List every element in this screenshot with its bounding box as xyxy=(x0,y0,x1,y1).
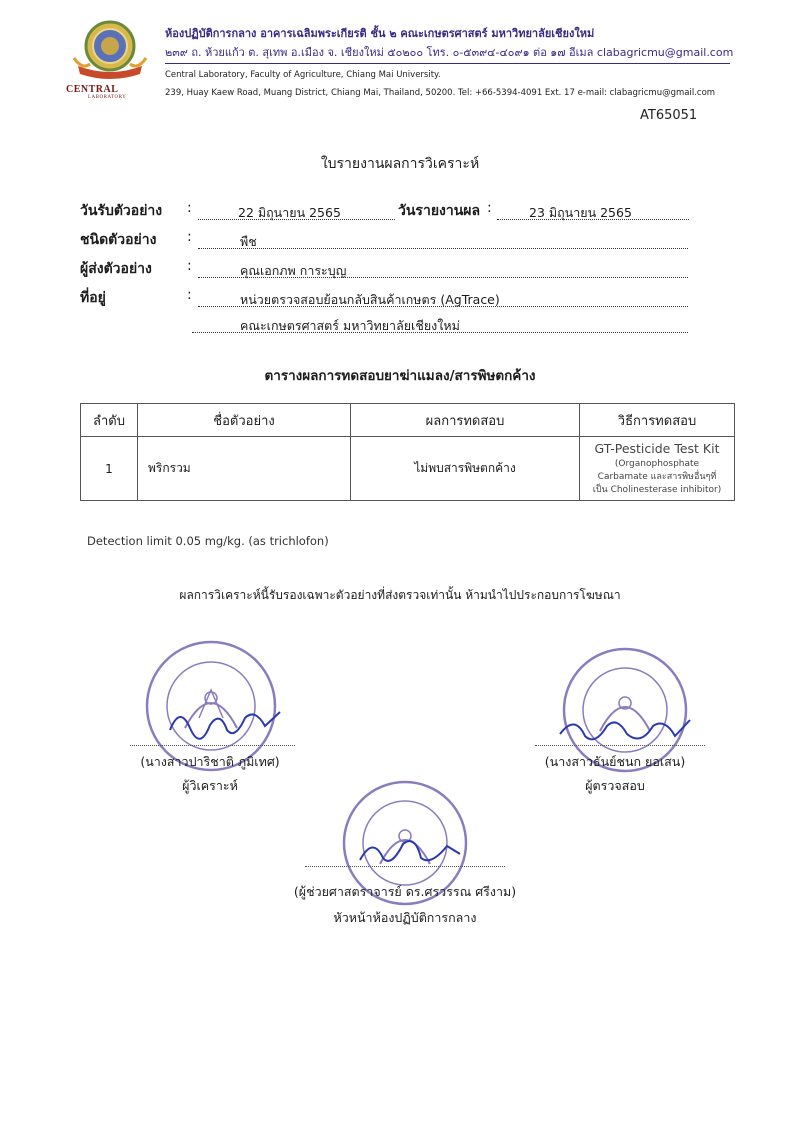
row-method xyxy=(580,437,735,501)
checker-signature-line xyxy=(535,745,705,746)
colon: : xyxy=(187,200,192,216)
row-sample-name: พริกรวม xyxy=(138,437,351,501)
method-line4: เป็น Cholinesterase inhibitor) xyxy=(592,485,722,496)
head-role: หัวหน้าห้องปฏิบัติการกลาง xyxy=(333,910,477,925)
detection-limit: Detection limit 0.05 mg/kg. (as trichlofon) xyxy=(87,534,329,548)
university-logo xyxy=(70,18,150,84)
analyst-signature xyxy=(165,700,285,745)
method-line2: (Organophosphate xyxy=(614,459,700,470)
table-title: ตารางผลการทดสอบยาฆ่าแมลง/สารพิษตกค้าง xyxy=(264,368,536,384)
checker-role: ผู้ตรวจสอบ xyxy=(585,778,645,793)
received-date-value: 22 มิถุนายน 2565 xyxy=(198,203,395,220)
address-label: ที่อยู่ xyxy=(80,290,106,306)
head-signature-line xyxy=(305,866,505,867)
report-date-value: 23 มิถุนายน 2565 xyxy=(497,203,689,220)
header-no: ลำดับ xyxy=(81,404,138,437)
sample-type-label: ชนิดตัวอย่าง xyxy=(80,232,157,248)
report-date-label: วันรายงานผล xyxy=(398,203,481,219)
header-divider xyxy=(165,63,730,64)
report-title: ใบรายงานผลการวิเคราะห์ xyxy=(320,156,480,172)
sender-label: ผู้ส่งตัวอย่าง xyxy=(80,261,152,277)
table-header-row xyxy=(81,404,735,437)
analyst-role: ผู้วิเคราะห์ xyxy=(182,778,238,793)
header-thai-line2: ๒๓๙ ถ. ห้วยแก้ว ต. สุเทพ อ.เมือง จ. เชียงใหม่ ๕๐๒๐๐ โทร. ๐-๕๓๙๔-๔๐๙๑ ต่อ ๑๗ อีเมล clabagricmu@gmail.com xyxy=(165,46,734,59)
method-line3: Carbamate และสารพิษอื่นๆที่ xyxy=(597,472,717,483)
colon: : xyxy=(187,258,192,274)
header-result: ผลการทดสอบ xyxy=(351,404,580,437)
header-thai-line1: ห้องปฏิบัติการกลาง อาคารเฉลิมพระเกียรติ ชั้น ๒ คณะเกษตรศาสตร์ มหาวิทยาลัยเชียงใหม่ xyxy=(165,27,595,40)
sender-value: คุณเอกภพ การะบุญ xyxy=(198,261,688,278)
logo-text: CENTRAL xyxy=(66,84,119,95)
header-english-line1: Central Laboratory, Faculty of Agriculture, Chiang Mai University. xyxy=(165,70,441,80)
header-english-line2: 239, Huay Kaew Road, Muang District, Chiang Mai, Thailand, 50200. Tel: +66-5394-4091 Ext. 17 e-mail: clabagricmu@gmail.com xyxy=(165,88,716,98)
analyst-signature-line xyxy=(130,745,295,746)
head-name: (ผู้ช่วยศาสตราจารย์ ดร.ศรวรรณ ศรีงาม) xyxy=(293,884,517,899)
address-line2: คณะเกษตรศาสตร์ มหาวิทยาลัยเชียงใหม่ xyxy=(192,316,688,333)
row-no: 1 xyxy=(81,437,138,501)
method-line1: GT-Pesticide Test Kit xyxy=(594,441,720,456)
table-row xyxy=(81,437,735,501)
certification-note: ผลการวิเคราะห์นี้รับรองเฉพาะตัวอย่างที่ส่งตรวจเท่านั้น ห้ามนำไปประกอบการโฆษณา xyxy=(179,588,621,602)
document-number: AT65051 xyxy=(640,108,698,123)
row-result: ไม่พบสารพิษตกค้าง xyxy=(351,437,580,501)
header-method: วิธีการทดสอบ xyxy=(580,404,735,437)
header-sample-name: ชื่อตัวอย่าง xyxy=(138,404,351,437)
colon: : xyxy=(187,229,192,245)
analyst-name: (นางสาวปาริชาติ ภูมิเทศ) xyxy=(140,754,280,769)
logo-subtext: LABORATORY xyxy=(88,95,127,100)
received-date-label: วันรับตัวอย่าง xyxy=(80,203,163,219)
colon: : xyxy=(187,287,192,303)
sample-type-value: พืช xyxy=(198,232,688,249)
colon: : xyxy=(487,200,492,216)
address-line1: หน่วยตรวจสอบย้อนกลับสินค้าเกษตร (AgTrace) xyxy=(198,290,688,307)
results-table xyxy=(80,403,735,501)
checker-name: (นางสาวธันย์ชนก ยอเสน) xyxy=(544,754,686,769)
